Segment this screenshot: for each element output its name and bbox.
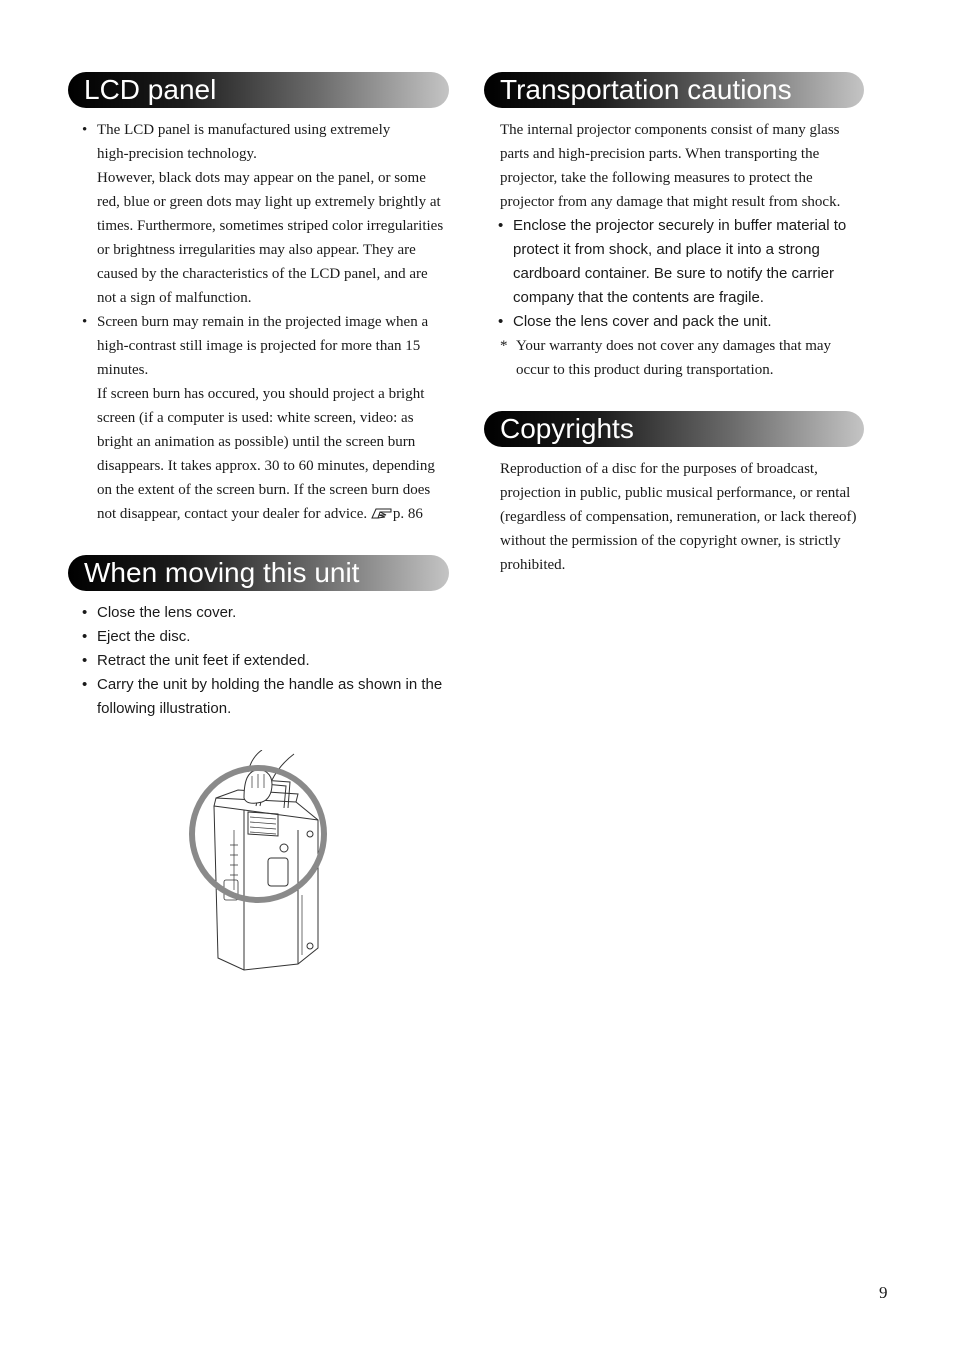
list-item: [68, 601, 449, 625]
lcd-bullet-2-text: Screen burn may remain in the projected image when a high-contrast still image is projected for more than 15 minutes.: [97, 314, 429, 378]
list-item: [68, 673, 449, 721]
transport-item-2: Close the lens cover and pack the unit.: [513, 313, 772, 330]
lcd-bullet-1-paragraph: However, black dots may appear on the panel, or some red, blue or green dots may light up extremely brightly at times. Furthermore, sometimes striped color irregularities or brightness irregularities may also appear. They are caused by the characteristics of the LCD panel, and are not a sign of malfunction.: [97, 170, 444, 306]
bullet: •: [82, 676, 88, 693]
list-item: [484, 214, 864, 310]
pointing-hand-icon[interactable]: [371, 504, 393, 528]
list-item: [68, 118, 449, 310]
lcd-panel-list: [68, 118, 449, 528]
bullet: •: [82, 604, 88, 621]
when-moving-heading: When moving this unit: [68, 555, 449, 591]
left-column: [68, 72, 449, 721]
moving-item-2: Eject the disc.: [97, 628, 191, 645]
lcd-bullet-2-paragraph-text: If screen burn has occured, you should project a bright screen (if a computer is used: white screen, video: as bright an animation as possible) until the screen burn disappears. It takes approx. 30 to 60 minutes, depending on the extent of the screen burn. If the screen burn does not disappear, contact your dealer for advice.: [97, 386, 435, 522]
right-column: [484, 72, 864, 577]
bullet: •: [82, 652, 88, 669]
copyrights-heading: Copyrights: [484, 411, 864, 447]
bullet: •: [498, 217, 504, 234]
list-item: [68, 310, 449, 528]
asterisk-mark: *: [500, 338, 508, 354]
moving-item-1: Close the lens cover.: [97, 604, 237, 621]
transport-list: [484, 214, 864, 334]
lcd-bullet-1-line-1: The LCD panel is manufactured using extremely: [97, 122, 391, 138]
bullet: •: [498, 313, 504, 330]
transportation-heading: Transportation cautions: [484, 72, 864, 108]
transport-item-1: Enclose the projector securely in buffer material to protect it from shock, and place it into a strong cardboard container. Be sure to notify the carrier company that the contents are fragile.: [513, 217, 847, 306]
lcd-bullet-1-line-2: high-precision technology.: [97, 146, 257, 162]
copyrights-text: Reproduction of a disc for the purposes of broadcast, projection in public, public musical performance, or rental (regardless of compensation, remuneration, or lack thereof) without the permission of the copyright owner, is strictly prohibited.: [500, 461, 857, 573]
moving-item-4: Carry the unit by holding the handle as shown in the following illustration.: [97, 676, 443, 717]
moving-item-3: Retract the unit feet if extended.: [97, 652, 310, 669]
page-reference-link[interactable]: p. 86: [392, 506, 423, 522]
projector-carry-illustration: [186, 750, 332, 974]
bullet: •: [82, 122, 88, 138]
list-item: [68, 625, 449, 649]
list-item: [484, 310, 864, 334]
bullet: •: [82, 628, 88, 645]
page-number: 9: [879, 1283, 888, 1302]
warranty-note: [484, 334, 864, 382]
lcd-bullet-2-paragraph: [97, 382, 449, 528]
lcd-panel-heading: LCD panel: [68, 72, 449, 108]
when-moving-list: [68, 601, 449, 721]
bullet: •: [82, 314, 88, 330]
list-item: [68, 649, 449, 673]
warranty-note-text: Your warranty does not cover any damages that may occur to this product during transportation.: [516, 338, 832, 378]
transport-intro: The internal projector components consist of many glass parts and high-precision parts. When transporting the projector, take the following measures to protect the projector from any damage that might result from shock.: [500, 122, 841, 210]
